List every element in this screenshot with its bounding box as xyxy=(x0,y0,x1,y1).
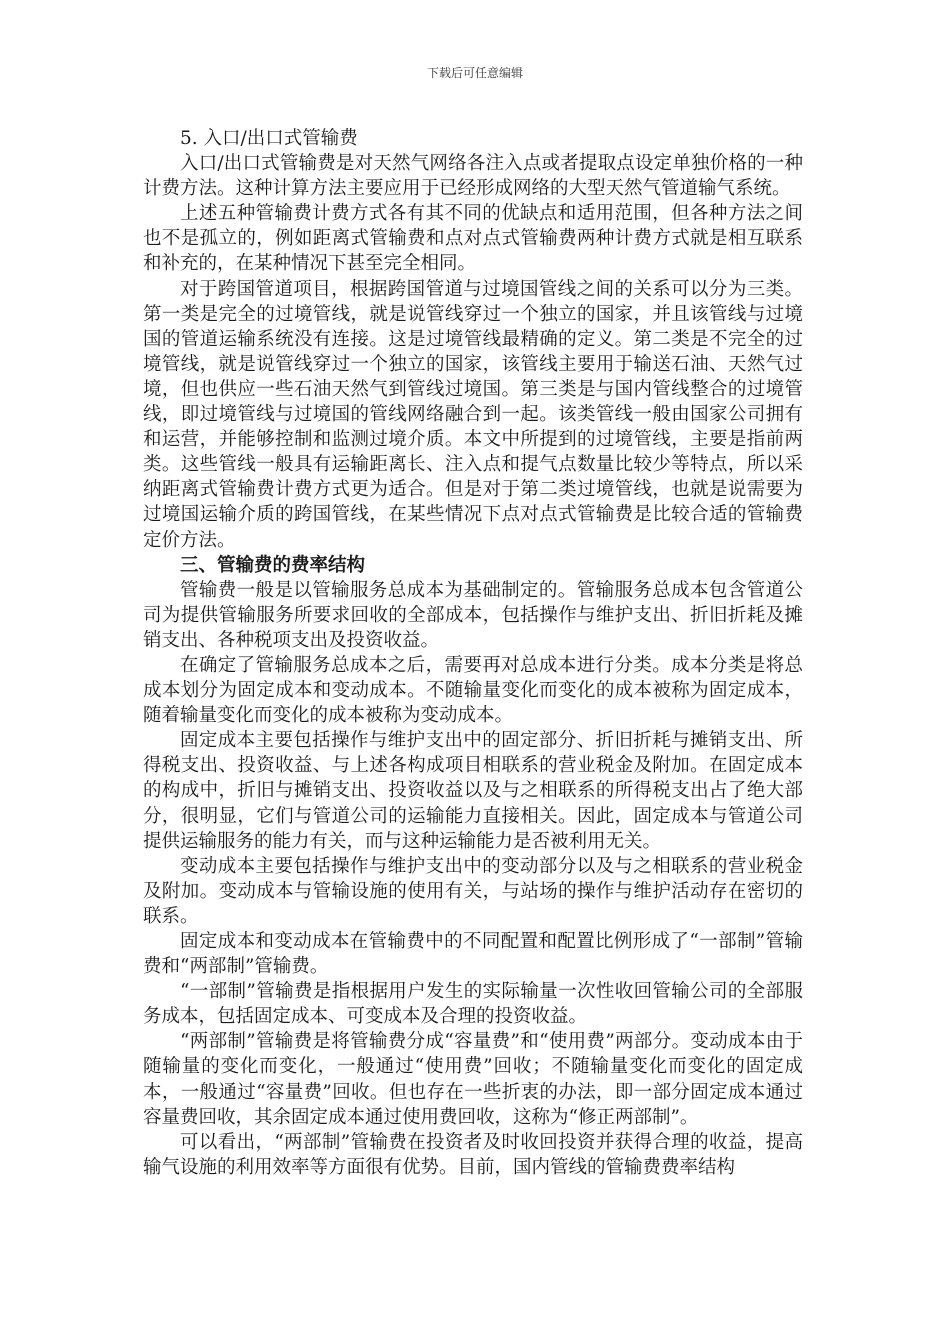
paragraph: 管输费一般是以管输服务总成本为基础制定的。管输服务总成本包含管道公司为提供管输服务所要求回收的全部成本，包括操作与维护支出、折旧折耗及摊销支出、各种税项支出及投资收益。 xyxy=(143,579,803,651)
subsection-heading: 5. 入口/出口式管输费 xyxy=(180,128,358,149)
paragraph: 可以看出，“两部制”管输费在投资者及时收回投资并获得合理的收益，提高输气设施的利用效率等方面很有优势。目前，国内管线的管输费费率结构 xyxy=(143,1131,803,1178)
paragraph: 上述五种管输费计费方式各有其不同的优缺点和适用范围，但各种方法之间也不是孤立的，例如距离式管输费和点对点式管输费两种计费方式就是相互联系和补充的，在某种情况下甚至完全相同。 xyxy=(143,203,803,275)
paragraph: 对于跨国管道项目，根据跨国管道与过境国管线之间的关系可以分为三类。第一类是完全的过境管线，就是说管线穿过一个独立的国家，并且该管线与过境国的管道运输系统没有连接。这是过境管线最精确的定义。第二类是不完全的过境管线，就是说管线穿过一个独立的国家，该管线主要用于输送石油、天然气过境，但也供应一些石油天然气到管线过境国。第三类是与国内管线整合的过境管线，即过境管线与过境国的管线网络融合到一起。该类管线一般由国家公司拥有和运营，并能够控制和监测过境介质。本文中所提到的过境管线，主要是指前两类。这些管线一般具有运输距离长、注入点和提气点数量比较少等特点，所以采纳距离式管输费计费方式更为适合。但是对于第二类过境管线，也就是说需要为过境国运输介质的跨国管线，在某些情况下点对点式管输费是比较合适的管输费定价方法。 xyxy=(143,278,803,551)
paragraph: “两部制”管输费是将管输费分成“容量费”和“使用费”两部分。变动成本由于随输量的变化而变化，一般通过“使用费”回收；不随输量变化而变化的固定成本，一般通过“容量费”回收。但也存在一些折衷的办法，即一部分固定成本通过容量费回收，其余固定成本通过使用费回收，这称为“修正两部制”。 xyxy=(143,1031,803,1128)
paragraph: 变动成本主要包括操作与维护支出中的变动部分以及与之相联系的营业税金及附加。变动成本与管输设施的使用有关，与站场的操作与维护活动存在密切的联系。 xyxy=(143,855,803,927)
paragraph: 入口/出口式管输费是对天然气网络各注入点或者提取点设定单独价格的一种计费方法。这种计算方法主要应用于已经形成网络的大型天然气管道输气系统。 xyxy=(143,153,803,200)
paragraph: 在确定了管输服务总成本之后，需要再对总成本进行分类。成本分类是将总成本划分为固定成本和变动成本。不随输量变化而变化的成本被称为固定成本，随着输量变化而变化的成本被称为变动成本。 xyxy=(143,654,803,727)
paragraph: 固定成本主要包括操作与维护支出中的固定部分、折旧折耗与摊销支出、所得税支出、投资收益、与上述各构成项目相联系的营业税金及附加。在固定成本的构成中，折旧与摊销支出、投资收益以及与之相联系的所得税支出占了绝大部分，很明显，它们与管道公司的运输能力直接相关。因此，固定成本与管道公司提供运输服务的能力有关，而与这种运输能力是否被利用无关。 xyxy=(143,730,803,852)
document-body xyxy=(143,126,803,1180)
page-header: 下载后可任意编辑 xyxy=(426,66,523,80)
paragraph: 固定成本和变动成本在管输费中的不同配置和配置比例形成了“一部制”管输费和“两部制”管输费。 xyxy=(143,931,803,978)
paragraph: “一部制”管输费是指根据用户发生的实际输量一次性收回管输公司的全部服务成本，包括固定成本、可变成本及合理的投资收益。 xyxy=(143,981,803,1028)
section-heading: 三、管输费的费率结构 xyxy=(180,554,366,576)
